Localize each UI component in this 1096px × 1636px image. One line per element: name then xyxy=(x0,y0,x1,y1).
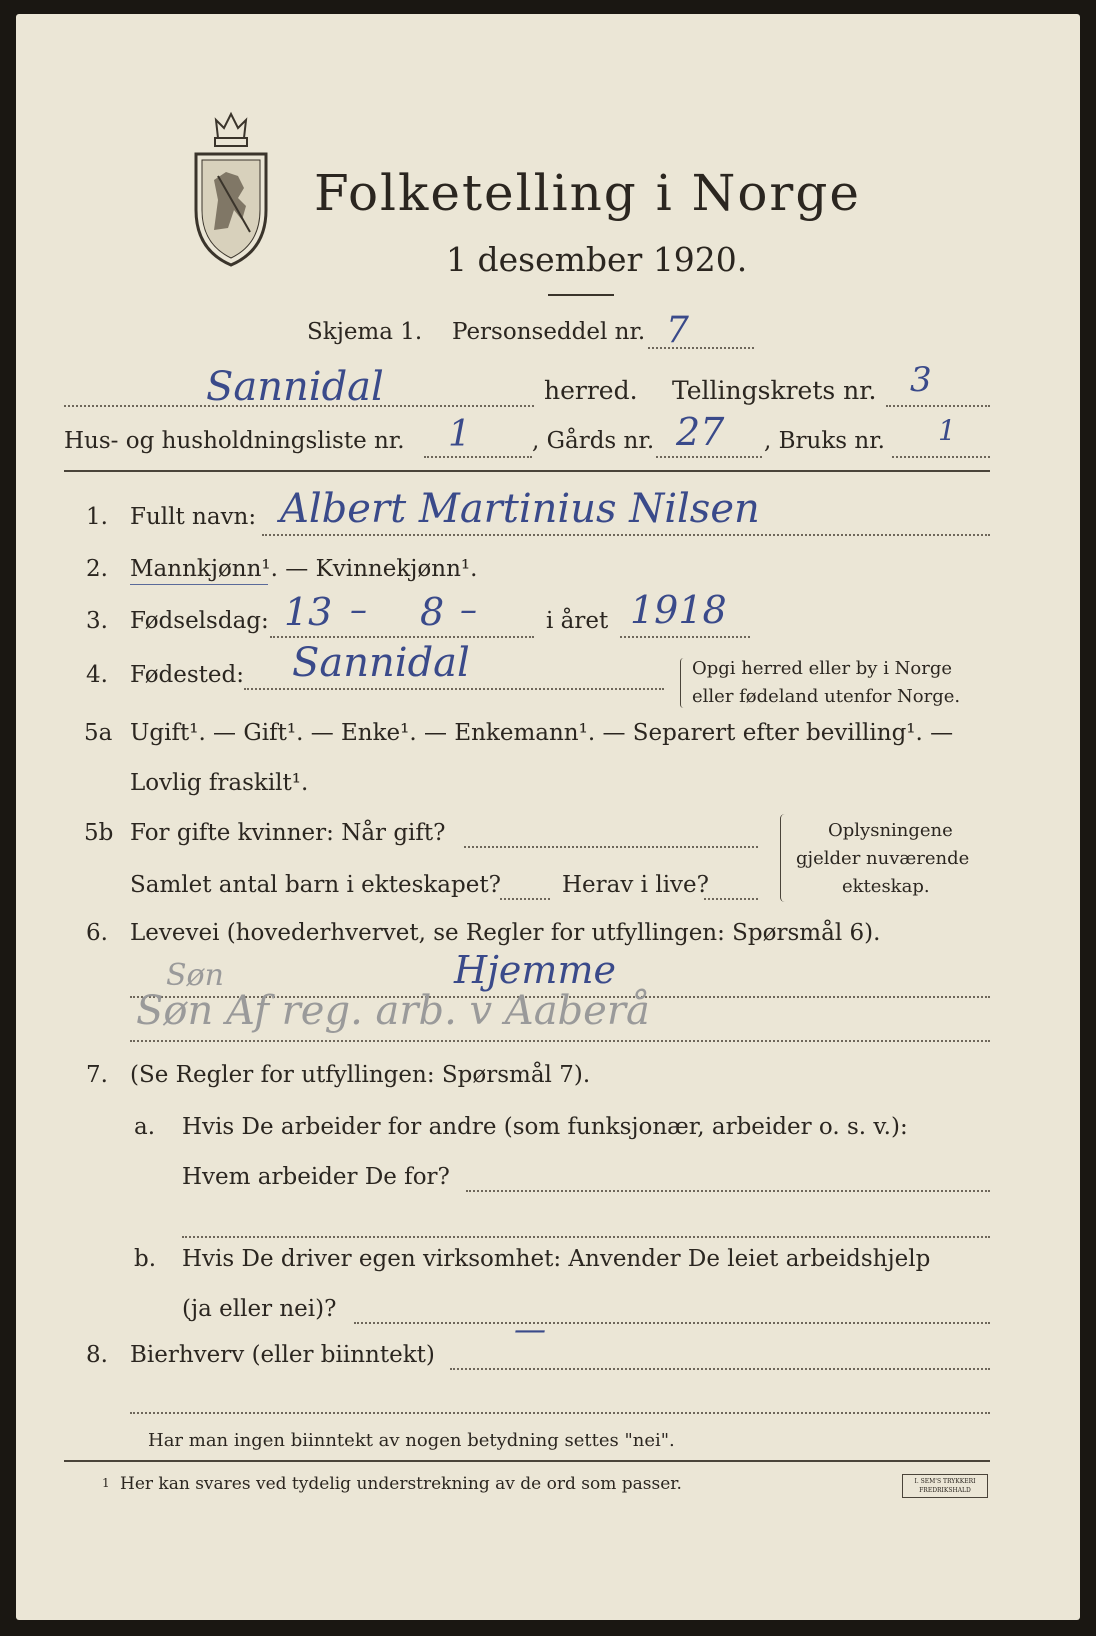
q4-note-2: eller fødeland utenfor Norge. xyxy=(692,686,961,707)
q5b-line-3 xyxy=(704,898,758,900)
personseddel-value: 7 xyxy=(666,310,689,351)
q8-number: 8. xyxy=(86,1342,108,1368)
q8-line-2 xyxy=(130,1412,990,1414)
q5b-note-2: gjelder nuværende xyxy=(796,848,970,869)
q4-number: 4. xyxy=(86,662,108,688)
q5a-number: 5a xyxy=(84,720,113,746)
q6-line-2 xyxy=(130,1040,990,1042)
q5b-label-3: Herav i live? xyxy=(562,872,709,898)
q7b-label-2: (ja eller nei)? xyxy=(182,1296,337,1322)
personseddel-line xyxy=(648,347,754,349)
q5a-label-2: Lovlig fraskilt¹. xyxy=(130,770,309,796)
q6-value: Hjemme xyxy=(454,948,616,992)
q1-line xyxy=(262,534,990,536)
q5b-number: 5b xyxy=(84,820,114,846)
printer-stamp xyxy=(902,1474,988,1498)
q3-dash-1: – xyxy=(350,590,367,630)
q7b-line xyxy=(354,1322,990,1324)
q4-brace xyxy=(680,658,687,708)
q3-dash-2: – xyxy=(460,590,477,630)
q4-label: Fødested: xyxy=(130,662,245,688)
coat-of-arms-icon xyxy=(188,110,274,270)
q3-number: 3. xyxy=(86,608,108,634)
gards-label: , Gårds nr. xyxy=(532,428,655,454)
q8-line-1 xyxy=(450,1368,990,1370)
q6-pencil-2: Søn Af reg. arb. v Aaberå xyxy=(136,988,650,1034)
husliste-label: Hus- og husholdningsliste nr. xyxy=(64,428,405,454)
bruks-line xyxy=(892,456,990,458)
q6-pencil-1: Søn xyxy=(166,958,224,993)
q3-day-line xyxy=(270,636,534,638)
q2-label: Mannkjønn¹. — Kvinnekjønn¹. xyxy=(130,556,478,582)
q5b-label-2: Samlet antal barn i ekteskapet? xyxy=(130,872,501,898)
q3-label: Fødselsdag: xyxy=(130,608,269,634)
bruks-value: 1 xyxy=(938,414,956,447)
form-title: Folketelling i Norge xyxy=(314,164,861,222)
husliste-line xyxy=(424,456,532,458)
q4-note-1: Opgi herred eller by i Norge xyxy=(692,658,953,679)
census-date: 1 desember 1920. xyxy=(446,240,748,279)
personseddel-label: Personseddel nr. xyxy=(452,319,646,345)
herred-value: Sannidal xyxy=(206,364,384,410)
q1-label: Fullt navn: xyxy=(130,504,257,530)
q6-number: 6. xyxy=(86,920,108,946)
q4-value: Sannidal xyxy=(292,640,470,686)
q2-number: 2. xyxy=(86,556,108,582)
q1-value: Albert Martinius Nilsen xyxy=(280,486,760,532)
q8-value: — xyxy=(514,1310,546,1348)
nei-note: Har man ingen biinntekt av nogen betydning settes "nei". xyxy=(148,1430,675,1451)
skjema-label: Skjema 1. xyxy=(307,319,423,345)
q7a-line-1 xyxy=(466,1190,990,1192)
herred-label: herred. xyxy=(544,376,638,405)
q5b-label-1: For gifte kvinner: Når gift? xyxy=(130,820,446,846)
tellingskrets-line xyxy=(886,405,990,407)
title-divider xyxy=(548,294,614,296)
q5b-note-1: Oplysningene xyxy=(828,820,953,841)
header-rule xyxy=(64,470,990,472)
q7a-label-1: Hvis De arbeider for andre (som funksjonær, arbeider o. s. v.): xyxy=(182,1114,908,1140)
footer-rule xyxy=(64,1460,990,1462)
q3-year-line xyxy=(620,636,750,638)
footnote: Her kan svares ved tydelig understrekning av de ord som passer. xyxy=(120,1474,682,1494)
q7a-line-2 xyxy=(182,1236,990,1238)
q3-day: 13 xyxy=(284,590,333,634)
printer-stamp-text: I. SEM'S TRYKKERI FREDRIKSHALD xyxy=(914,1478,976,1494)
q5b-brace xyxy=(780,814,789,902)
q8-label: Bierhverv (eller biinntekt) xyxy=(130,1342,435,1368)
q3-year: 1918 xyxy=(630,588,727,632)
q4-line xyxy=(244,688,664,690)
q7-number: 7. xyxy=(86,1062,108,1088)
census-form xyxy=(16,14,1080,1620)
q5b-note-3: ekteskap. xyxy=(842,876,930,897)
footnote-number: 1 xyxy=(102,1476,110,1490)
q5b-line-1 xyxy=(464,846,758,848)
gards-value: 27 xyxy=(676,410,725,454)
q5a-label-1: Ugift¹. — Gift¹. — Enke¹. — Enkemann¹. — Separert efter bevilling¹. — xyxy=(130,720,954,746)
q7b-label-1: Hvis De driver egen virksomhet: Anvender De leiet arbeidshjelp xyxy=(182,1246,931,1272)
q1-number: 1. xyxy=(86,504,108,530)
q5b-line-2 xyxy=(500,898,550,900)
q7-label: (Se Regler for utfyllingen: Spørsmål 7). xyxy=(130,1062,591,1088)
q6-label: Levevei (hovederhvervet, se Regler for utfyllingen: Spørsmål 6). xyxy=(130,920,881,946)
tellingskrets-label: Tellingskrets nr. xyxy=(672,376,877,405)
q7b-letter: b. xyxy=(134,1246,157,1272)
q3-year-label: i året xyxy=(546,608,609,634)
husliste-value: 1 xyxy=(448,414,471,455)
bruks-label: , Bruks nr. xyxy=(764,428,885,454)
q7a-letter: a. xyxy=(134,1114,156,1140)
q2-underline xyxy=(130,584,268,585)
gards-line xyxy=(656,456,762,458)
q3-month: 8 xyxy=(420,590,445,634)
q7a-label-2: Hvem arbeider De for? xyxy=(182,1164,450,1190)
tellingskrets-value: 3 xyxy=(910,360,932,400)
